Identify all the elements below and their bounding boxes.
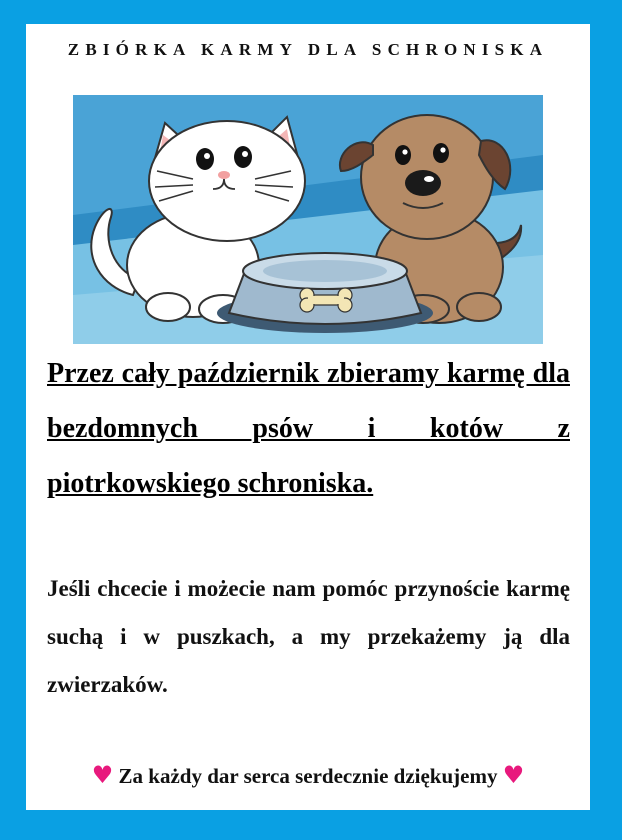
poster-page [26,24,590,810]
thanks-text: Za każdy dar serca serdecznie dziękujemy [118,764,498,788]
heart-icon-right: ♥ [502,761,525,789]
headline-text: Przez cały październik zbieramy karmę dla bezdomnych psów i kotów z piotrkowskiego schroniska. [47,358,570,499]
thanks-line [26,761,590,789]
body-text: Jeśli chcecie i możecie nam pomóc przynoście karmę suchą i w puszkach, a my przekażemy ją dla zwierzaków. [47,576,570,697]
heart-icon-left: ♥ [91,761,114,789]
poster-title: ZBIÓRKA KARMY DLA SCHRONISKA [67,40,549,59]
food-bowl-icon [217,253,433,333]
cat-dog-illustration [73,95,543,344]
